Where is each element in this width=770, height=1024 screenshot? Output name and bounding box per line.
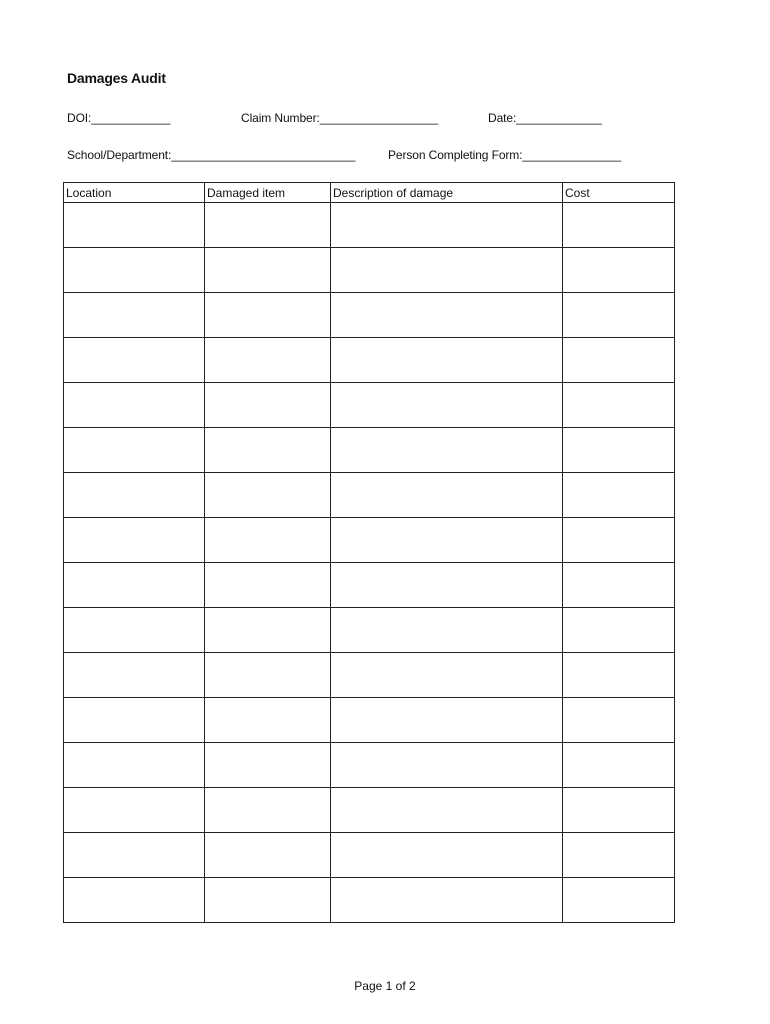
cell-damaged-item[interactable] (205, 653, 331, 698)
table-body (64, 203, 675, 923)
header-location: Location (64, 183, 205, 203)
cell-cost[interactable] (563, 833, 675, 878)
cell-cost[interactable] (563, 878, 675, 923)
cell-location[interactable] (64, 203, 205, 248)
cell-cost[interactable] (563, 383, 675, 428)
cell-location[interactable] (64, 293, 205, 338)
cell-location[interactable] (64, 383, 205, 428)
header-description-of-damage: Description of damage (331, 183, 563, 203)
cell-location[interactable] (64, 698, 205, 743)
header-cost: Cost (563, 183, 675, 203)
table-row (64, 293, 675, 338)
cell-damaged-item[interactable] (205, 833, 331, 878)
cell-damaged-item[interactable] (205, 473, 331, 518)
cell-damaged-item[interactable] (205, 788, 331, 833)
table-row (64, 383, 675, 428)
cell-location[interactable] (64, 428, 205, 473)
cell-description[interactable] (331, 698, 563, 743)
cell-damaged-item[interactable] (205, 878, 331, 923)
person-completing-form-field[interactable]: Person Completing Form:_______________ (388, 148, 622, 162)
table-row (64, 518, 675, 563)
table-row (64, 833, 675, 878)
cell-description[interactable] (331, 338, 563, 383)
school-department-field[interactable]: School/Department:____________________________ (67, 148, 356, 162)
document-title: Damages Audit (67, 70, 166, 86)
cell-location[interactable] (64, 608, 205, 653)
table-row (64, 248, 675, 293)
cell-description[interactable] (331, 788, 563, 833)
cell-description[interactable] (331, 473, 563, 518)
cell-damaged-item[interactable] (205, 383, 331, 428)
cell-damaged-item[interactable] (205, 203, 331, 248)
table-row (64, 878, 675, 923)
cell-location[interactable] (64, 878, 205, 923)
cell-description[interactable] (331, 203, 563, 248)
cell-description[interactable] (331, 653, 563, 698)
cell-damaged-item[interactable] (205, 608, 331, 653)
cell-location[interactable] (64, 833, 205, 878)
claim-number-field[interactable]: Claim Number:__________________ (241, 111, 439, 125)
cell-description[interactable] (331, 608, 563, 653)
table-row (64, 743, 675, 788)
cell-description[interactable] (331, 428, 563, 473)
cell-damaged-item[interactable] (205, 248, 331, 293)
cell-cost[interactable] (563, 518, 675, 563)
cell-damaged-item[interactable] (205, 743, 331, 788)
cell-cost[interactable] (563, 428, 675, 473)
cell-damaged-item[interactable] (205, 338, 331, 383)
cell-damaged-item[interactable] (205, 293, 331, 338)
cell-description[interactable] (331, 248, 563, 293)
cell-location[interactable] (64, 473, 205, 518)
cell-location[interactable] (64, 338, 205, 383)
cell-description[interactable] (331, 293, 563, 338)
cell-cost[interactable] (563, 788, 675, 833)
cell-cost[interactable] (563, 608, 675, 653)
damages-table (63, 182, 675, 923)
table-row (64, 698, 675, 743)
table-row (64, 788, 675, 833)
cell-cost[interactable] (563, 248, 675, 293)
cell-description[interactable] (331, 518, 563, 563)
cell-damaged-item[interactable] (205, 698, 331, 743)
table-row (64, 608, 675, 653)
cell-cost[interactable] (563, 698, 675, 743)
page-footer: Page 1 of 2 (354, 979, 416, 993)
cell-description[interactable] (331, 563, 563, 608)
cell-location[interactable] (64, 518, 205, 563)
table-row (64, 428, 675, 473)
table-row (64, 563, 675, 608)
date-field[interactable]: Date:_____________ (488, 111, 602, 125)
cell-cost[interactable] (563, 293, 675, 338)
cell-cost[interactable] (563, 338, 675, 383)
table-row (64, 203, 675, 248)
cell-location[interactable] (64, 248, 205, 293)
table-row (64, 473, 675, 518)
cell-damaged-item[interactable] (205, 563, 331, 608)
cell-description[interactable] (331, 743, 563, 788)
table-row (64, 653, 675, 698)
cell-location[interactable] (64, 563, 205, 608)
cell-cost[interactable] (563, 653, 675, 698)
table-header-row (64, 183, 675, 203)
cell-location[interactable] (64, 788, 205, 833)
cell-description[interactable] (331, 833, 563, 878)
cell-damaged-item[interactable] (205, 518, 331, 563)
header-damaged-item: Damaged item (205, 183, 331, 203)
cell-location[interactable] (64, 653, 205, 698)
table-row (64, 338, 675, 383)
cell-cost[interactable] (563, 203, 675, 248)
cell-description[interactable] (331, 383, 563, 428)
cell-cost[interactable] (563, 743, 675, 788)
cell-cost[interactable] (563, 473, 675, 518)
cell-description[interactable] (331, 878, 563, 923)
cell-cost[interactable] (563, 563, 675, 608)
cell-damaged-item[interactable] (205, 428, 331, 473)
cell-location[interactable] (64, 743, 205, 788)
doi-field[interactable]: DOI:____________ (67, 111, 171, 125)
